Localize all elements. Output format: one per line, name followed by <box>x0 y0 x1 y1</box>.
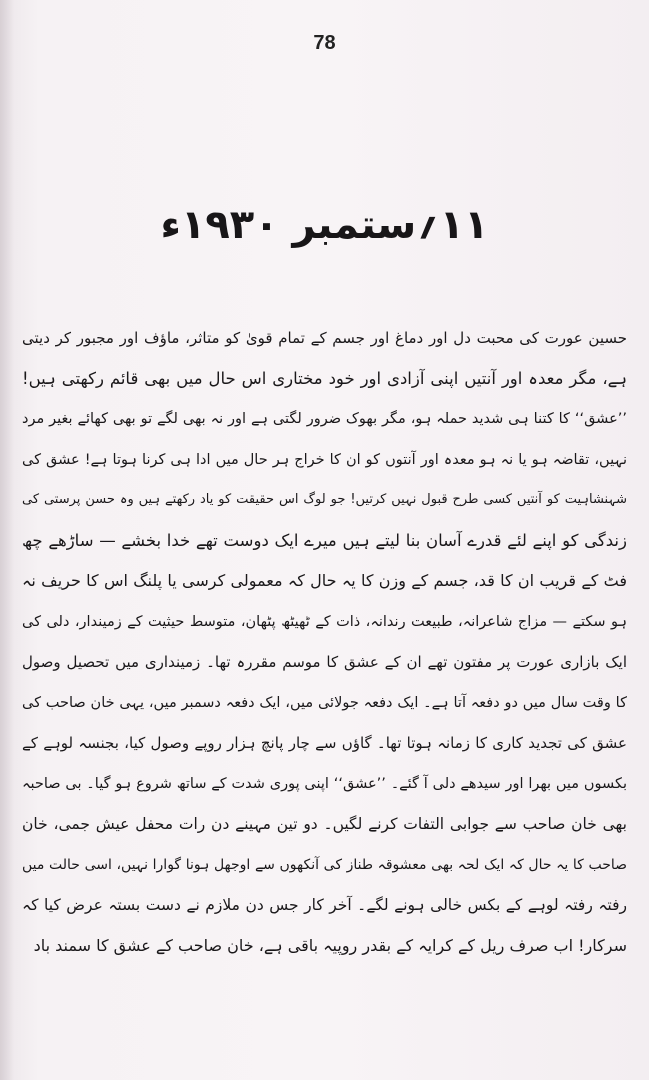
text-line: بھی خان صاحب سے جوابی التفات کرنے لگیں۔ دو تین مہینے دن رات محفل عیش جمی، خان <box>22 815 627 833</box>
body-text <box>22 318 627 966</box>
text-line: فٹ کے قریب ان کا قد، جسم کے وزن کا یہ حال کہ معمولی کرسی یا پلنگ اس کا حریف نہ <box>22 571 627 590</box>
text-line: کا وقت سال میں دو دفعہ آتا ہے۔ ایک دفعہ جولائی میں، ایک دفعہ دسمبر میں، یہی خان صاحب کی <box>22 694 627 711</box>
text-line: سرکار! اب صرف ریل کے کرایہ کے بقدر روپیہ باقی ہے، خان صاحب کے عشق کا سمند باد <box>33 935 627 955</box>
text-line: حسین عورت کی محبت دل اور دماغ اور جسم کے تمام قویٰ کو متاثر، ماؤف اور مجبور کر دیتی <box>22 329 627 347</box>
text-line: عشق کی تجدید کاری کا زمانہ ہوتا تھا۔ گاؤں سے چار پانچ ہزار روپے وصول کیا، بجنسہ لوہے کے <box>22 734 627 752</box>
text-line: صاحب کا یہ حال کہ ایک لحہ بھی معشوقہ طناز کی آنکھوں سے اوجھل ہونا گوارا نہیں، اسی حالت میں <box>22 856 627 873</box>
text-line: رفتہ رفتہ لوہے کے بکس خالی ہونے لگے۔ آخر کار جس دن ملازم نے دست بستہ عرض کیا کہ <box>22 896 627 914</box>
text-line: شہنشاہیت کو آنتیں کسی طرح قبول نہیں کرتیں! جو لوگ اس حقیقت کو یاد رکھتے ہیں وہ حسن پرستی کی <box>22 492 627 507</box>
page-spine-shadow <box>0 0 14 1080</box>
page-number: 78 <box>313 32 336 54</box>
text-line: ایک بازاری عورت پر مفتون تھے ان کے عشق کا موسم مقررہ تھا۔ زمینداری میں تحصیل وصول <box>22 653 627 671</box>
text-line: ہو سکتے — مزاج شاعرانہ، طبیعت رندانہ، ذات کے ٹھیٹھ پٹھان، متوسط حیثیت کے زمیندار، دلی کی <box>22 613 627 630</box>
text-line: زندگی کو اپنے لئے قدرے آسان بنا لیتے ہیں میرے ایک دوست تھے خدا بخشے — ساڑھے چھ <box>22 530 627 550</box>
text-line: بکسوں میں بھرا اور سیدھے دلی آ گئے۔ ’’عشق‘‘ اپنی پوری شدت کے ساتھ شروع ہو گیا۔ بی صاحبہ <box>22 775 627 792</box>
text-line: ہے، مگر معدہ اور آنتیں اپنی آزادی اور خود مختاری اس حال میں بھی قائم رکھتی ہیں! <box>22 368 627 388</box>
text-line: نہیں، تقاضہ ہو یا نہ ہو معدہ اور آنتوں کو ان کا خراج ہر حال میں ادا ہی کرنا ہوتا ہے! عشق کی <box>22 451 627 468</box>
date-heading: ۱۱؍ستمبر ۱۹۳۰ء <box>160 202 489 248</box>
text-line: ’’عشق‘‘ کا کتنا ہی شدید حملہ ہو، مگر بھوک ضرور لگتی ہے اور نہ بھی لگے تو بھی کھائے بغیر مرد <box>22 411 627 427</box>
